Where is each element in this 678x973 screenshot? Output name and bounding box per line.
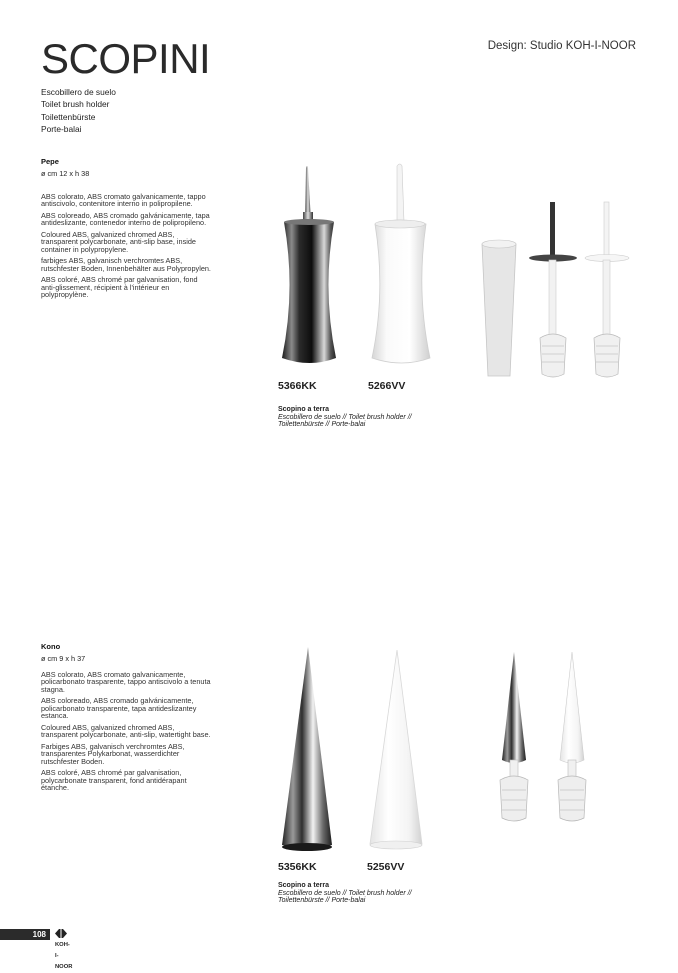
designer-credit: Design: Studio KOH-I-NOOR bbox=[487, 40, 636, 52]
description-de: Farbiges ABS, galvanisch verchromtes ABS, transparentes Polykarbonat, wasserdichter rutschfester Boden. bbox=[41, 741, 185, 766]
subtitle-fr: Porte-balai bbox=[41, 123, 82, 134]
pepe-chrome-holder-image bbox=[270, 160, 350, 375]
caption-title: Scopino a terra bbox=[278, 406, 329, 413]
description-es: ABS coloreado, ABS cromado galvánicamente, tapa antideslizante, contenedor interno de polipropileno. bbox=[41, 211, 210, 228]
kono-white-holder-image bbox=[366, 648, 430, 854]
product-dimensions: ø cm 12 x h 38 bbox=[41, 169, 90, 178]
subtitle-list bbox=[41, 86, 116, 135]
subtitle-es: Escobillero de suelo bbox=[41, 87, 116, 97]
subtitle-de: Toilettenbürste bbox=[41, 111, 96, 122]
product-dimensions: ø cm 9 x h 37 bbox=[41, 654, 86, 663]
product-pepe-header bbox=[41, 157, 89, 178]
caption-title: Scopino a terra bbox=[278, 882, 329, 889]
product-name: Pepe bbox=[41, 157, 59, 166]
kono-chrome-holder-image bbox=[278, 645, 338, 857]
description-es: ABS coloreado, ABS cromado galvánicamente, policarbonato transparente, tapa antideslizantey estanca. bbox=[41, 696, 197, 721]
product-kono-description bbox=[41, 671, 213, 796]
product-caption bbox=[278, 406, 438, 429]
brand-name: KOH-I-NOOR bbox=[55, 942, 73, 971]
product-name: Kono bbox=[41, 642, 61, 651]
page-title: SCOPINI bbox=[41, 35, 211, 82]
product-pepe-description bbox=[41, 193, 213, 303]
brand-logo bbox=[55, 929, 73, 971]
description-de: farbiges ABS, galvanisch verchromtes ABS, rutschfester Boden, Innenbehälter aus Polypropylen. bbox=[41, 256, 211, 273]
kono-brushes-image bbox=[496, 650, 596, 830]
caption-subtitle: Escobillero de suelo // Toilet brush holder // Toilettenbürste // Porte-balai bbox=[278, 413, 412, 429]
description-fr: ABS coloré, ABS chromé par galvanisation, polycarbonate transparent, fond antidérapant étanche. bbox=[41, 768, 187, 793]
product-kono-header bbox=[41, 642, 85, 663]
product-code: 5356KK bbox=[278, 861, 317, 873]
subtitle-en: Toilet brush holder bbox=[41, 99, 110, 110]
page-number: 108 bbox=[0, 929, 50, 940]
description-en: Coloured ABS, galvanized chromed ABS, transparent polycarbonate, anti-slip base, inside container in polypropylene. bbox=[41, 230, 196, 254]
product-code: 5366KK bbox=[278, 380, 317, 392]
pepe-components-image bbox=[478, 198, 638, 382]
pepe-white-holder-image bbox=[362, 162, 442, 374]
description-en: Coloured ABS, galvanized chromed ABS, transparent polycarbonate, anti-slip, watertight base. bbox=[41, 722, 211, 740]
description-it: ABS colorato, ABS cromato galvanicamente, policarbonato trasparente, tappo antiscivolo a tenuta stagna. bbox=[41, 670, 211, 694]
product-code: 5266VV bbox=[368, 380, 406, 392]
description-fr: ABS coloré, ABS chromé par galvanisation, fond anti-glissement, récipient à l'intérieur en polypropylène. bbox=[41, 275, 198, 300]
caption-subtitle: Escobillero de suelo // Toilet brush holder // Toilettenbürste // Porte-balai bbox=[278, 889, 412, 905]
diamond-logo-icon bbox=[55, 929, 67, 938]
description-it: ABS colorato, ABS cromato galvanicamente, tappo antiscivolo, contenitore interno in polipropilene. bbox=[41, 192, 206, 209]
product-caption bbox=[278, 882, 438, 905]
product-code: 5256VV bbox=[367, 861, 405, 873]
